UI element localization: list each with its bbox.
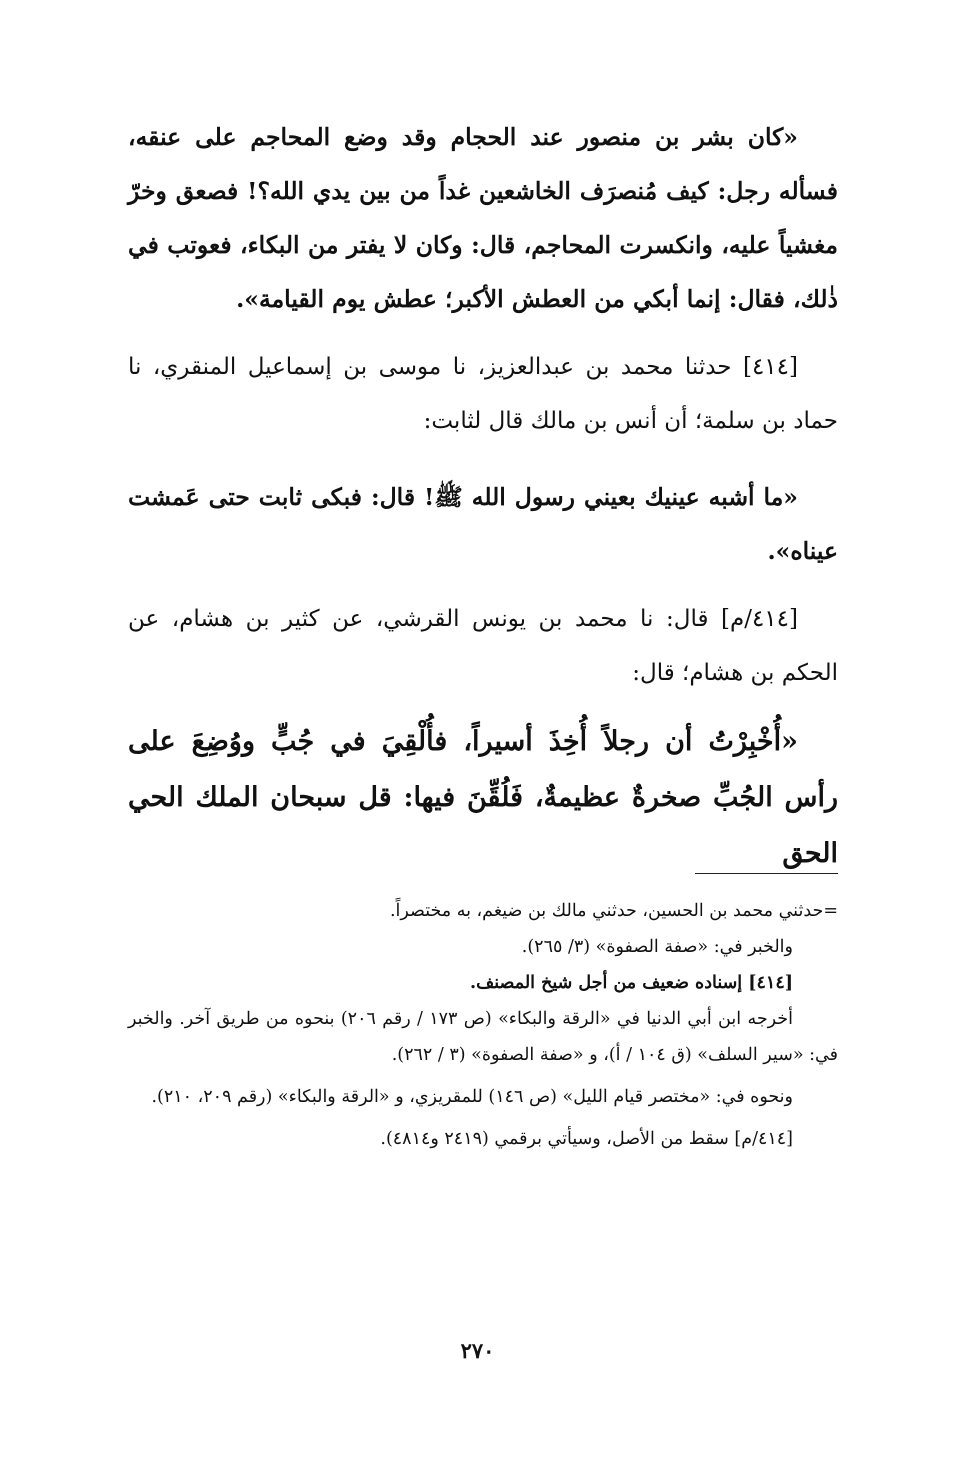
footnote-divider bbox=[695, 873, 838, 874]
footnote-continuation: =حدثني محمد بن الحسين، حدثني مالك بن ضيغم، به مختصراً. bbox=[389, 901, 838, 921]
isnad-paragraph-414m: [٤١٤/م] قال: نا محمد بن يونس القرشي، عن كثير بن هشام، عن الحكم بن هشام؛ قال: bbox=[128, 606, 838, 686]
footnote-source: والخبر في: «صفة الصفوة» (٣/ ٢٦٥). bbox=[521, 937, 793, 957]
footnote-414-takhrij: أخرجه ابن أبي الدنيا في «الرقة والبكاء» (ص ١٧٣ / رقم ٢٠٦) بنحوه من طريق آخر. والخبر في: «سير السلف» (ق ١٠٤ / أ)، و «صفة الصفوة» (٣ / ٢٦٢). bbox=[128, 1009, 838, 1065]
main-text bbox=[128, 110, 838, 882]
isnad-paragraph-414: [٤١٤] حدثنا محمد بن عبدالعزيز، نا موسى بن إسماعيل المنقري، نا حماد بن سلمة؛ أن أنس بن مالك قال لثابت: bbox=[128, 354, 838, 434]
quote-paragraph-thabit: «ما أشبه عينيك بعيني رسول الله ﷺ! قال: فبكى ثابت حتى عَمشت عيناه». bbox=[128, 483, 838, 565]
quote-paragraph-bishr: «كان بشر بن منصور عند الحجام وقد وضع المحاجم على عنقه، فسأله رجل: كيف مُنصرَف الخاشعين غداً من بين يدي الله؟! فصعق وخرّ مغشياً عليه، وانكسرت المحاجم، قال: وكان لا يفتر من البكاء، فعوتب في ذٰلك، فقال: إنما أبكي من العطش الأكبر؛ عطش يوم القيامة». bbox=[128, 123, 838, 313]
footnotes bbox=[128, 893, 838, 1157]
footnote-414-grading: [٤١٤] إسناده ضعيف من أجل شيخ المصنف. bbox=[470, 973, 793, 993]
page-number: ٢٧٠ bbox=[460, 1338, 495, 1363]
footnote-414m: [٤١٤/م] سقط من الأصل، وسيأتي برقمي (٢٤١٩ و٤٨١٤). bbox=[380, 1129, 793, 1149]
footnote-414-similar: ونحوه في: «مختصر قيام الليل» (ص ١٤٦) للمقريزي، و «الرقة والبكاء» (رقم ٢٠٩، ٢١٠). bbox=[151, 1087, 793, 1107]
quote-paragraph-captive: «أُخْبِرْتُ أن رجلاً أُخِذَ أسيراً، فأُلْقِيَ في جُبٍّ ووُضِعَ على رأس الجُبِّ صخرةٌ عظيمةٌ، فَلُقِّنَ فيها: قل سبحان الملك الحي الحق bbox=[128, 726, 838, 869]
